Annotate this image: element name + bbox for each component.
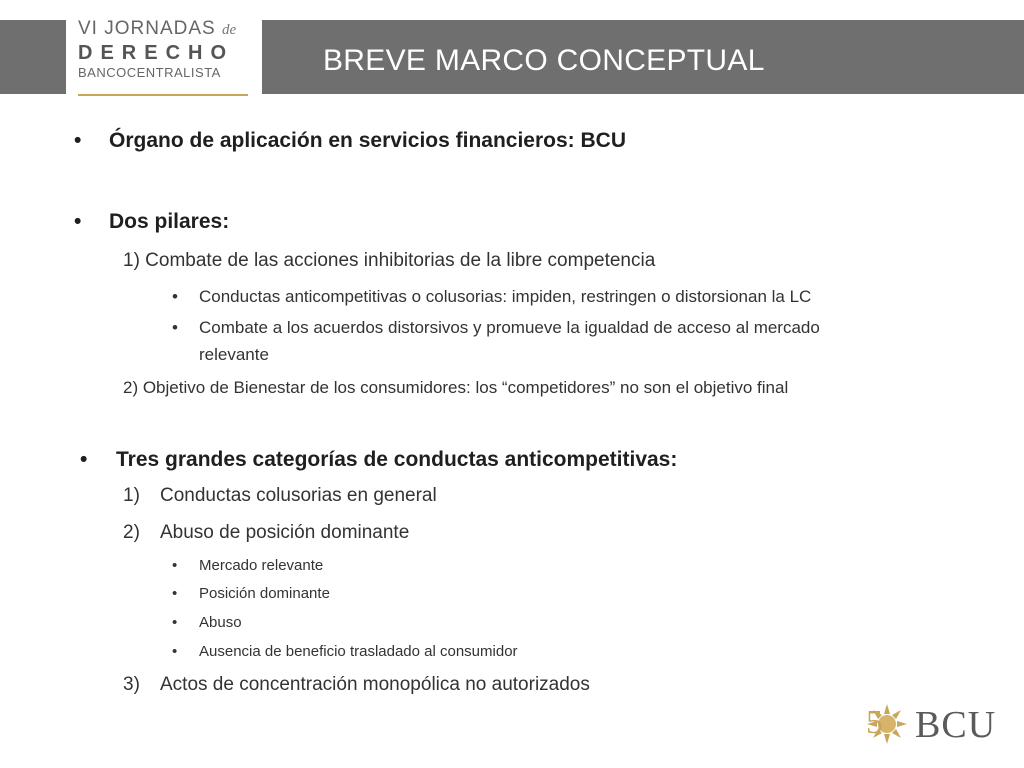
bullet: • [80, 448, 88, 471]
cat-2: Abuso de posición dominante [160, 522, 410, 543]
cat-3-number: 3) [123, 674, 140, 695]
pilar-1-sub-2: Combate a los acuerdos distorsivos y promueve la igualdad de acceso al mercado [199, 318, 820, 337]
pilar-2: 2) Objetivo de Bienestar de los consumidores: los “competidores” no son el objetivo final [123, 378, 789, 397]
cat-1: Conductas colusorias en general [160, 485, 437, 506]
slide-title: BREVE MARCO CONCEPTUAL [323, 44, 765, 77]
cat-1-number: 1) [123, 485, 140, 506]
bullet: • [74, 210, 82, 233]
item-dos-pilares: Dos pilares: [109, 210, 230, 233]
cat-3: Actos de concentración monopólica no autorizados [160, 674, 590, 695]
bullet: • [172, 585, 178, 602]
bcu-logo-number: 5 [866, 704, 883, 741]
cat-2-number: 2) [123, 522, 140, 543]
jornadas-logo [66, 10, 262, 95]
pilar-1-sub-2-cont: relevante [199, 345, 269, 364]
bullet: • [172, 614, 178, 631]
item-tres-categorias: Tres grandes categorías de conductas anticompetitivas: [116, 448, 678, 471]
cat-2-sub-item: Ausencia de beneficio trasladado al consumidor [199, 643, 518, 660]
pilar-1: 1) Combate de las acciones inhibitorias de la libre competencia [123, 250, 656, 271]
bullet: • [172, 557, 178, 574]
logo-line1: VI JORNADAS de [78, 18, 237, 39]
cat-2-sub-item: Abuso [199, 614, 242, 631]
logo-line2: DERECHO [78, 42, 235, 64]
cat-2-sub-item: Mercado relevante [199, 557, 324, 574]
bullet: • [172, 287, 178, 306]
bullet: • [74, 129, 82, 152]
logo-rule [78, 94, 248, 96]
logo-line3: BANCOCENTRALISTA [78, 65, 221, 80]
pilar-1-sub-1: Conductas anticompetitivas o colusorias: impiden, restringen o distorsionan la LC [199, 287, 812, 306]
bullet: • [172, 643, 178, 660]
item-organo: Órgano de aplicación en servicios financieros: BCU [109, 129, 626, 152]
bullet: • [172, 318, 178, 337]
bcu-logo-text: BCU [915, 704, 997, 746]
cat-2-sub-item: Posición dominante [199, 585, 330, 602]
